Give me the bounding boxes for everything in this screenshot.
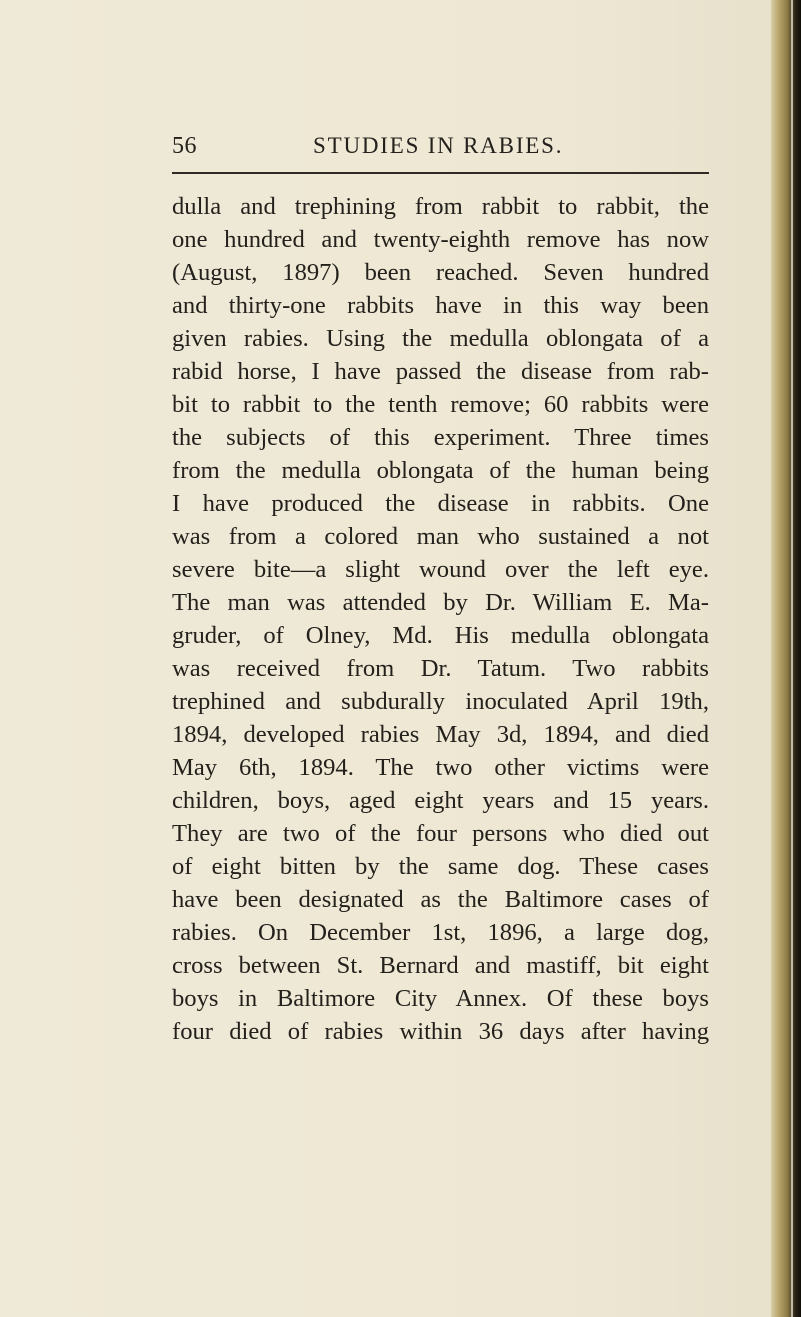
text-line: the subjects of this experiment. Three times — [172, 424, 709, 451]
text-line: was received from Dr. Tatum. Two rabbits — [172, 655, 709, 682]
text-line: 1894, developed rabies May 3d, 1894, and died — [172, 721, 709, 748]
text-line: They are two of the four persons who died out — [172, 820, 709, 847]
text-line: of eight bitten by the same dog. These cases — [172, 853, 709, 880]
page-edge-shadow — [771, 0, 801, 1317]
text-line: was from a colored man who sustained a not — [172, 523, 709, 550]
text-line: one hundred and twenty-eighth remove has now — [172, 226, 709, 253]
page-edge-highlight — [791, 0, 793, 1317]
body-text — [172, 190, 709, 1048]
text-line: trephined and subdurally inoculated April 19th, — [172, 688, 709, 715]
text-line: have been designated as the Baltimore cases of — [172, 886, 709, 913]
text-line: gruder, of Olney, Md. His medulla oblongata — [172, 622, 709, 649]
text-line: and thirty-one rabbits have in this way been — [172, 292, 709, 319]
text-line: severe bite—a slight wound over the left eye. — [172, 556, 709, 583]
text-line: cross between St. Bernard and mastiff, bit eight — [172, 952, 709, 979]
text-line: from the medulla oblongata of the human being — [172, 457, 709, 484]
text-line: I have produced the disease in rabbits. One — [172, 490, 709, 517]
text-line: four died of rabies within 36 days after having — [172, 1018, 709, 1045]
text-line: boys in Baltimore City Annex. Of these boys — [172, 985, 709, 1012]
text-line: (August, 1897) been reached. Seven hundred — [172, 259, 709, 286]
text-line: dulla and trephining from rabbit to rabbit, the — [172, 193, 709, 220]
running-title: STUDIES IN RABIES. — [313, 133, 564, 158]
running-head — [172, 133, 709, 173]
text-line: bit to rabbit to the tenth remove; 60 rabbits were — [172, 391, 709, 418]
text-line: given rabies. Using the medulla oblongata of a — [172, 325, 709, 352]
text-line: children, boys, aged eight years and 15 years. — [172, 787, 709, 814]
text-line: The man was attended by Dr. William E. Ma- — [172, 589, 709, 616]
text-line: rabies. On December 1st, 1896, a large dog, — [172, 919, 709, 946]
page-number: 56 — [172, 133, 197, 159]
text-line: May 6th, 1894. The two other victims were — [172, 754, 709, 781]
header-rule — [172, 172, 709, 174]
text-line: rabid horse, I have passed the disease from rab- — [172, 358, 709, 385]
